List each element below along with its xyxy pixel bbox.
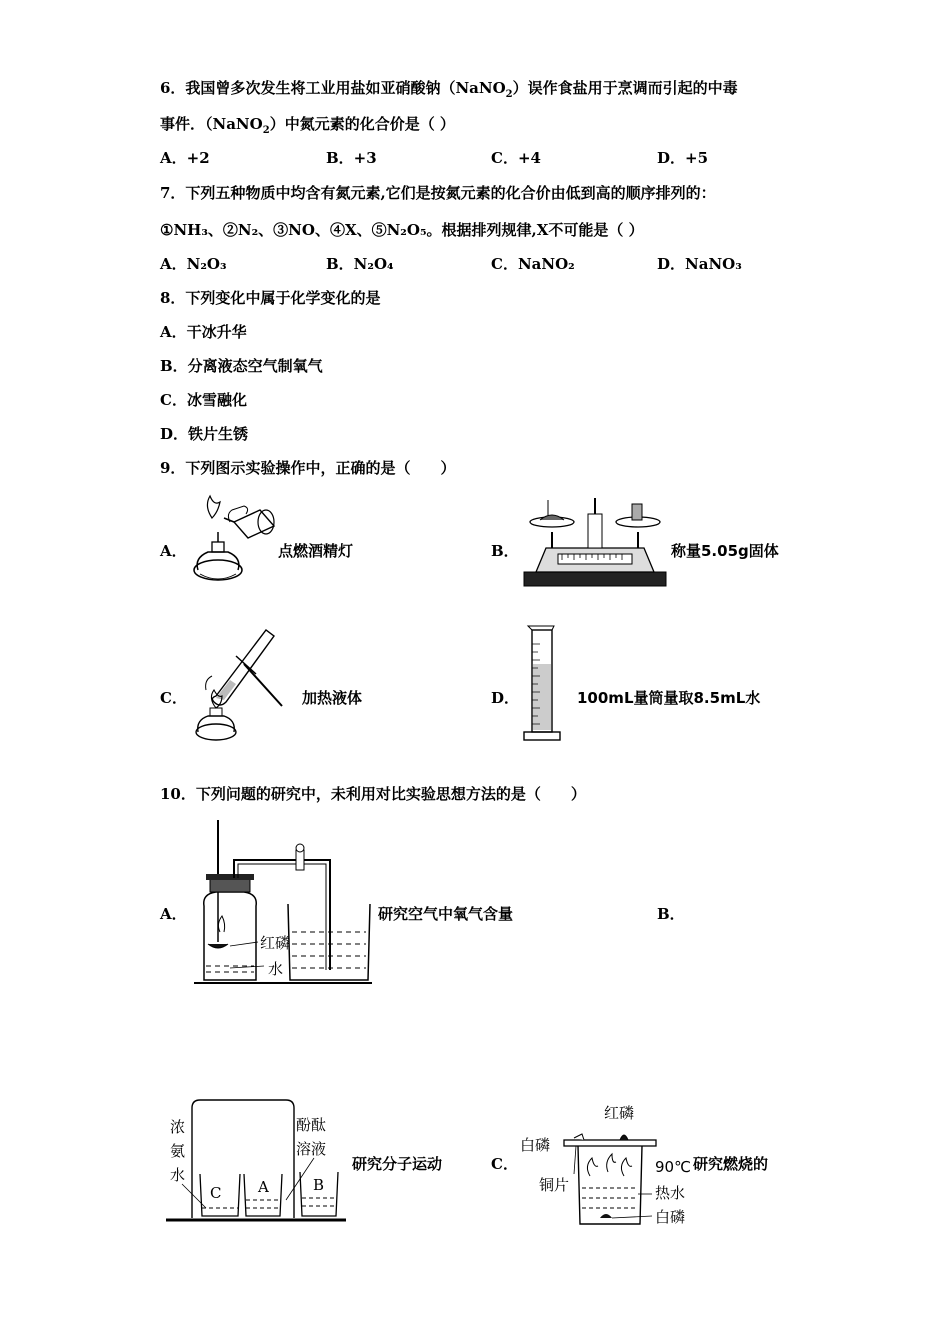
fig-a-red-phosphorus-label: 红磷 <box>260 934 291 952</box>
q10-stem: 10．下列问题的研究中，未利用对比实验思想方法的是（ ） <box>160 785 586 803</box>
q8-option-c: C．冰雪融化 <box>160 391 247 409</box>
q9-caption-b: 称量5.05g固体 <box>671 542 779 560</box>
fig-c-hot-water-label: 热水 <box>655 1184 686 1202</box>
q10-label-c: C． <box>491 1155 518 1173</box>
fig-c-red-phosphorus-label: 红磷 <box>604 1104 635 1122</box>
fig-c-copper-sheet-label: 铜片 <box>539 1176 570 1194</box>
q8-option-a: A．干冰升华 <box>160 323 247 341</box>
fig-c-temperature-label: 90℃ <box>655 1158 691 1176</box>
fig-b-ammonia-label-1: 浓 <box>170 1118 186 1136</box>
fig-b-beaker-b-label: B <box>313 1176 325 1194</box>
q6-line2: 事件．（NaNO$_2$）中氮元素的化合价是（ ） <box>160 115 455 136</box>
fig-b-phenolphthalein-label-1: 酚酞 <box>296 1116 327 1134</box>
q7-option-a: A．N₂O₃ <box>160 255 227 273</box>
fig-c-white-phosphorus-bottom-label: 白磷 <box>655 1208 686 1226</box>
fig-b-phenolphthalein-label-2: 溶液 <box>296 1140 327 1158</box>
q9-label-a: A． <box>160 542 187 560</box>
fig-b-ammonia-label-2: 氨 <box>170 1142 186 1160</box>
fig-b-ammonia-label-3: 水 <box>170 1166 186 1184</box>
q9-label-d: D． <box>491 689 520 707</box>
q10-label-b: B． <box>657 905 685 923</box>
balance-scale-figure <box>522 496 668 590</box>
q7-option-d: D．NaNO₃ <box>657 255 742 273</box>
q8-option-d: D．铁片生锈 <box>160 425 249 443</box>
fig-b-beaker-c-label: C <box>210 1184 222 1202</box>
q7-line1: 7．下列五种物质中均含有氮元素,它们是按氮元素的化合价由低到高的顺序排列的： <box>160 184 716 202</box>
q10-caption-a: 研究空气中氧气含量 <box>378 905 514 923</box>
combustion-apparatus-figure <box>560 1124 666 1228</box>
heating-liquid-figure <box>186 620 286 746</box>
q9-caption-c: 加热液体 <box>302 689 363 707</box>
graduated-cylinder-figure <box>522 624 564 744</box>
q9-label-c: C． <box>160 689 187 707</box>
q10-caption-c: 研究燃烧的 <box>693 1155 769 1173</box>
q6-line1: 6．我国曾多次发生将工业用盐如亚硝酸钠（NaNO$_2$）误作食盐用于烹调而引起的中毒 <box>160 79 738 100</box>
q9-stem: 9．下列图示实验操作中，正确的是（ ） <box>160 459 456 477</box>
q8-option-b: B．分离液态空气制氧气 <box>160 357 323 375</box>
q9-label-b: B． <box>491 542 519 560</box>
q10-caption-b: 研究分子运动 <box>352 1155 443 1173</box>
q7-option-c: C．NaNO₂ <box>491 255 575 273</box>
q7-line2: ①NH₃、②N₂、③NO、④X、⑤N₂O₅。根据排列规律,X不可能是（ ） <box>160 221 644 239</box>
q6-option-b: B．+3 <box>326 149 377 167</box>
q10-label-a: A． <box>160 905 187 923</box>
alcohol-lamp-lighting-figure <box>190 492 280 590</box>
q7-option-b: B．N₂O₄ <box>326 255 394 273</box>
fig-b-beaker-a-label: A <box>258 1178 269 1196</box>
q6-option-a: A．+2 <box>160 149 210 167</box>
q8-stem: 8．下列变化中属于化学变化的是 <box>160 289 381 307</box>
q6-option-c: C．+4 <box>491 149 541 167</box>
q9-caption-d: 100mL量筒量取8.5mL水 <box>577 689 761 707</box>
fig-a-water-label: 水 <box>268 960 284 978</box>
q9-caption-a: 点燃酒精灯 <box>278 542 354 560</box>
q6-option-d: D．+5 <box>657 149 709 167</box>
fig-c-white-phosphorus-top-label: 白磷 <box>520 1136 551 1154</box>
